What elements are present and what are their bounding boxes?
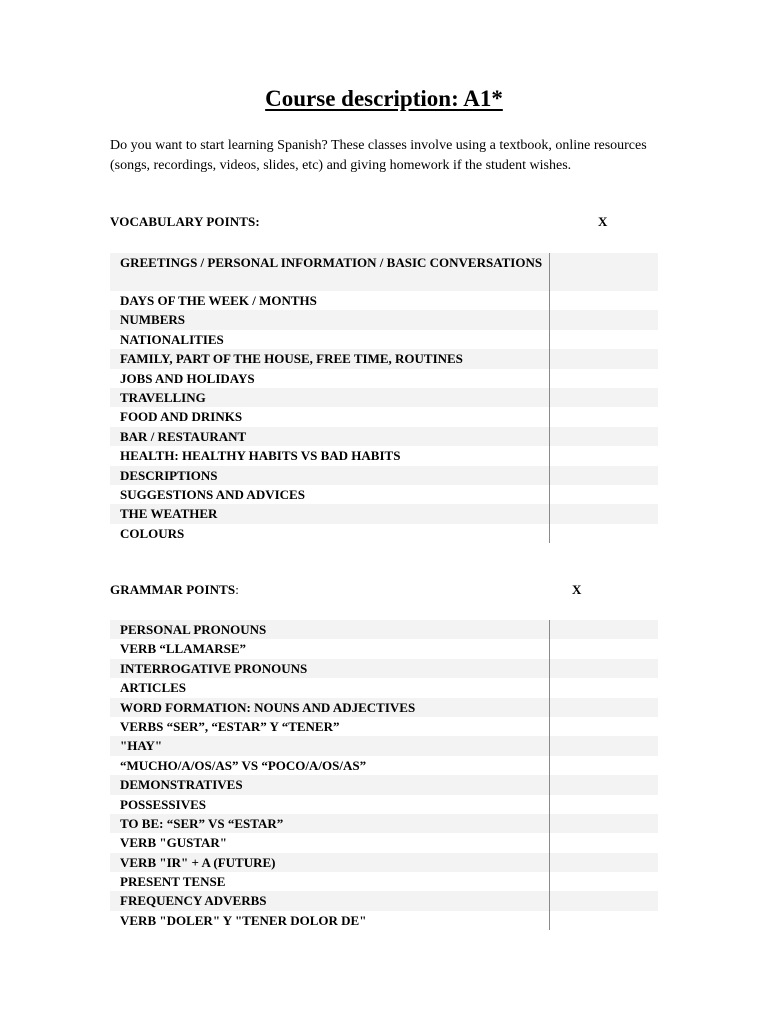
- grammar-item: VERB "IR" + A (FUTURE): [110, 853, 550, 872]
- table-row: [110, 872, 658, 891]
- table-row: [110, 891, 658, 910]
- vocabulary-item: SUGGESTIONS AND ADVICES: [110, 485, 550, 504]
- check-cell[interactable]: [550, 891, 658, 910]
- table-row: [110, 388, 658, 407]
- table-row: [110, 291, 658, 310]
- grammar-item: INTERROGATIVE PRONOUNS: [110, 659, 550, 678]
- check-cell[interactable]: [550, 485, 658, 504]
- table-row: [110, 427, 658, 446]
- grammar-check-header: X: [572, 582, 582, 597]
- table-row: [110, 310, 658, 329]
- vocabulary-item: HEALTH: HEALTHY HABITS VS BAD HABITS: [110, 446, 550, 465]
- check-cell[interactable]: [550, 911, 658, 930]
- grammar-item: DEMONSTRATIVES: [110, 775, 550, 794]
- table-row: [110, 369, 658, 388]
- vocabulary-item: THE WEATHER: [110, 504, 550, 523]
- check-cell[interactable]: [550, 427, 658, 446]
- grammar-item: ARTICLES: [110, 678, 550, 697]
- table-row: [110, 407, 658, 426]
- check-cell[interactable]: [550, 736, 658, 755]
- check-cell[interactable]: [550, 369, 658, 388]
- table-row: [110, 678, 658, 697]
- check-cell[interactable]: [550, 814, 658, 833]
- table-row: [110, 620, 658, 639]
- table-row: [110, 814, 658, 833]
- vocabulary-item: NUMBERS: [110, 310, 550, 329]
- grammar-item: VERB "GUSTAR": [110, 833, 550, 852]
- vocabulary-item: BAR / RESTAURANT: [110, 427, 550, 446]
- grammar-item: PERSONAL PRONOUNS: [110, 620, 550, 639]
- grammar-item: “MUCHO/A/OS/AS” VS “POCO/A/OS/AS”: [110, 756, 550, 775]
- check-cell[interactable]: [550, 678, 658, 697]
- check-cell[interactable]: [550, 795, 658, 814]
- grammar-item: WORD FORMATION: NOUNS AND ADJECTIVES: [110, 698, 550, 717]
- vocabulary-item: DESCRIPTIONS: [110, 466, 550, 485]
- table-row: [110, 911, 658, 930]
- check-cell[interactable]: [550, 620, 658, 639]
- check-cell[interactable]: [550, 291, 658, 310]
- table-row: [110, 639, 658, 658]
- grammar-item: TO BE: “SER” VS “ESTAR”: [110, 814, 550, 833]
- vocabulary-heading: VOCABULARY POINTS:: [110, 214, 260, 229]
- check-cell[interactable]: [550, 853, 658, 872]
- table-row: [110, 795, 658, 814]
- check-cell[interactable]: [550, 639, 658, 658]
- table-row: [110, 853, 658, 872]
- table-row: [110, 717, 658, 736]
- vocabulary-item: COLOURS: [110, 524, 550, 543]
- check-cell[interactable]: [550, 330, 658, 349]
- check-cell[interactable]: [550, 833, 658, 852]
- check-cell[interactable]: [550, 659, 658, 678]
- grammar-item: VERB “LLAMARSE”: [110, 639, 550, 658]
- check-cell[interactable]: [550, 310, 658, 329]
- grammar-item: VERBS “SER”, “ESTAR” Y “TENER”: [110, 717, 550, 736]
- check-cell[interactable]: [550, 388, 658, 407]
- check-cell[interactable]: [550, 698, 658, 717]
- table-row: [110, 253, 658, 291]
- check-cell[interactable]: [550, 466, 658, 485]
- check-cell[interactable]: [550, 407, 658, 426]
- grammar-item: VERB "DOLER" Y "TENER DOLOR DE": [110, 911, 550, 930]
- table-row: [110, 659, 658, 678]
- table-row: [110, 349, 658, 368]
- vocabulary-item: JOBS AND HOLIDAYS: [110, 369, 550, 388]
- table-row: [110, 736, 658, 755]
- check-cell[interactable]: [550, 253, 658, 291]
- check-cell[interactable]: [550, 349, 658, 368]
- check-cell[interactable]: [550, 504, 658, 523]
- vocabulary-item: DAYS OF THE WEEK / MONTHS: [110, 291, 550, 310]
- check-cell[interactable]: [550, 756, 658, 775]
- check-cell[interactable]: [550, 872, 658, 891]
- check-cell[interactable]: [550, 775, 658, 794]
- intro-paragraph: Do you want to start learning Spanish? These classes involve using a textbook, online resources (songs, recordings, videos, slides, etc) and giving homework if the student wishes.: [110, 138, 647, 173]
- check-cell[interactable]: [550, 524, 658, 543]
- vocabulary-item: GREETINGS / PERSONAL INFORMATION / BASIC CONVERSATIONS: [110, 253, 550, 291]
- grammar-heading-colon: :: [235, 582, 239, 597]
- grammar-item: POSSESSIVES: [110, 795, 550, 814]
- table-row: [110, 698, 658, 717]
- table-row: [110, 775, 658, 794]
- table-row: [110, 330, 658, 349]
- vocabulary-item: FAMILY, PART OF THE HOUSE, FREE TIME, ROUTINES: [110, 349, 550, 368]
- check-cell[interactable]: [550, 717, 658, 736]
- grammar-item: PRESENT TENSE: [110, 872, 550, 891]
- vocabulary-item: TRAVELLING: [110, 388, 550, 407]
- table-row: [110, 756, 658, 775]
- table-row: [110, 833, 658, 852]
- grammar-heading: [110, 582, 239, 598]
- grammar-item: FREQUENCY ADVERBS: [110, 891, 550, 910]
- table-row: [110, 466, 658, 485]
- vocabulary-item: NATIONALITIES: [110, 330, 550, 349]
- check-cell[interactable]: [550, 446, 658, 465]
- vocabulary-check-header: X: [598, 214, 608, 229]
- table-row: [110, 446, 658, 465]
- vocabulary-table: [110, 253, 658, 543]
- grammar-item: "HAY": [110, 736, 550, 755]
- table-row: [110, 524, 658, 543]
- table-row: [110, 485, 658, 504]
- grammar-heading-text: GRAMMAR POINTS: [110, 582, 236, 597]
- vocabulary-item: FOOD AND DRINKS: [110, 407, 550, 426]
- page-title: Course description: A1*: [265, 86, 503, 111]
- grammar-table: [110, 620, 658, 930]
- table-row: [110, 504, 658, 523]
